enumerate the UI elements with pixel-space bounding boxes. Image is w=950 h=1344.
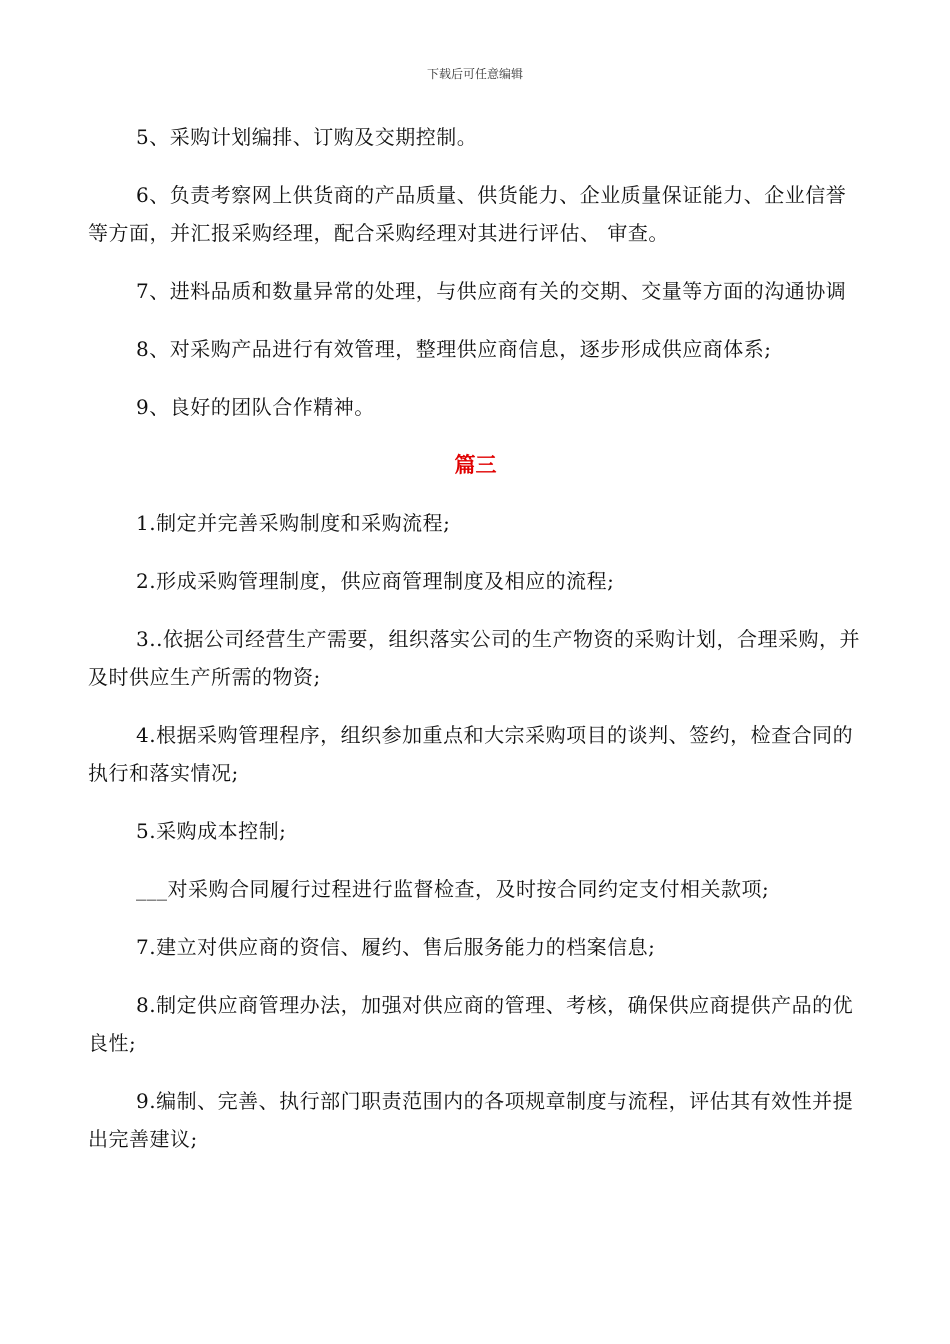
page-header-note: 下载后可任意编辑 [426,67,523,81]
paragraph: 6、负责考察网上供货商的产品质量、供货能力、企业质量保证能力、企业信誉等方面，并汇报采购经理，配合采购经理对其进行评估、 审查。 [88,183,847,245]
paragraph: 8.制定供应商管理办法，加强对供应商的管理、考核，确保供应商提供产品的优良性; [88,993,854,1055]
paragraph: 7、进料品质和数量异常的处理，与供应商有关的交期、交量等方面的沟通协调 [136,279,847,303]
document-body [88,118,863,1158]
paragraph: 4.根据采购管理程序，组织参加重点和大宗采购项目的谈判、签约，检查合同的执行和落实情况; [88,723,854,785]
paragraph: 5.采购成本控制; [136,819,287,843]
section-title: 篇三 [454,453,497,477]
paragraph: 1.制定并完善采购制度和采购流程; [136,511,451,535]
paragraph: 7.建立对供应商的资信、履约、售后服务能力的档案信息; [136,935,656,959]
paragraph: 8、对采购产品进行有效管理，整理供应商信息，逐步形成供应商体系; [136,337,772,361]
paragraph: 9、良好的团队合作精神。 [136,395,375,419]
paragraph: 3..依据公司经营生产需要，组织落实公司的生产物资的采购计划，合理采购，并及时供应生产所需的物资; [88,627,860,689]
paragraph: 5、采购计划编排、订购及交期控制。 [136,125,478,149]
paragraph: 2.形成采购管理制度，供应商管理制度及相应的流程; [136,569,615,593]
paragraph: ___对采购合同履行过程进行监督检查，及时按合同约定支付相关款项; [136,877,770,901]
paragraph: 9.编制、完善、执行部门职责范围内的各项规章制度与流程，评估其有效性并提出完善建议; [88,1089,854,1151]
